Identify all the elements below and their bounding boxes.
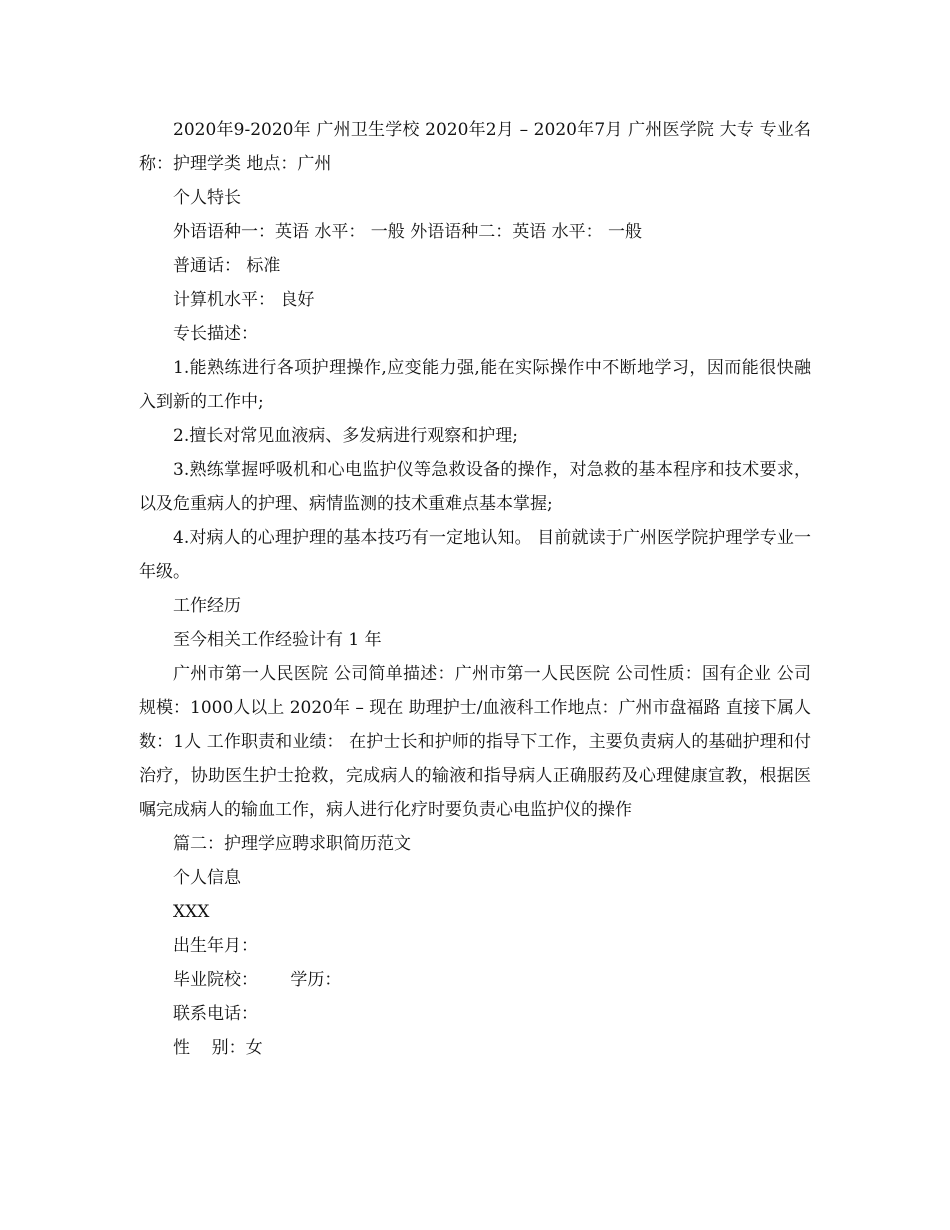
skill-item-4: 4.对病人的心理护理的基本技巧有一定地认知。 目前就读于广州医学院护理学专业一年级。 <box>139 528 811 582</box>
skill-item-3: 3.熟练掌握呼吸机和心电监护仪等急救设备的操作，对急救的基本程序和技术要求，以及危重病人的护理、病情监测的技术重难点基本掌握; <box>139 460 811 514</box>
phone-line: 联系电话： <box>173 1004 258 1024</box>
section-heading-personal-skills: 个人特长 <box>173 188 241 208</box>
part-two-title: 篇二：护理学应聘求职简历范文 <box>173 834 411 854</box>
birth-date-line: 出生年月： <box>173 936 258 956</box>
gender-line: 性 别：女 <box>173 1038 263 1058</box>
skill-item-1: 1.能熟练进行各项护理操作,应变能力强,能在实际操作中不断地学习，因而能很快融入到新的工作中; <box>139 358 811 412</box>
skills-description-heading: 专长描述： <box>173 324 258 344</box>
experience-years-line: 至今相关工作经验计有 1 年 <box>173 630 382 650</box>
mandarin-line: 普通话： 标准 <box>173 256 281 276</box>
computer-level-line: 计算机水平： 良好 <box>173 290 315 310</box>
school-degree-line: 毕业院校： 学历： <box>173 970 342 990</box>
document-body <box>139 113 811 1065</box>
section-heading-personal-info: 个人信息 <box>173 868 241 888</box>
section-heading-work-experience: 工作经历 <box>173 596 241 616</box>
language-line: 外语语种一：英语 水平： 一般 外语语种二：英语 水平： 一般 <box>173 222 643 242</box>
skill-item-2: 2.擅长对常见血液病、多发病进行观察和护理; <box>173 426 518 446</box>
work-experience-paragraph: 广州市第一人民医院 公司简单描述：广州市第一人民医院 公司性质：国有企业 公司规模：1000人以上 2020年 – 现在 助理护士/血液科工作地点：广州市盘福路 直接下属人数：1人 工作职责和业绩： 在护士长和护师的指导下工作，主要负责病人的基础护理和付治疗，协助医生护士抢救，完成病人的输液和指导病人正确服药及心理健康宣教，根据医嘱完成病人的输血工作，病人进行化疗时要负责心电监护仪的操作 <box>139 664 811 820</box>
education-paragraph: 2020年9-2020年 广州卫生学校 2020年2月 – 2020年7月 广州医学院 大专 专业名称：护理学类 地点：广州 <box>139 120 811 174</box>
name-line: XXX <box>173 902 210 922</box>
